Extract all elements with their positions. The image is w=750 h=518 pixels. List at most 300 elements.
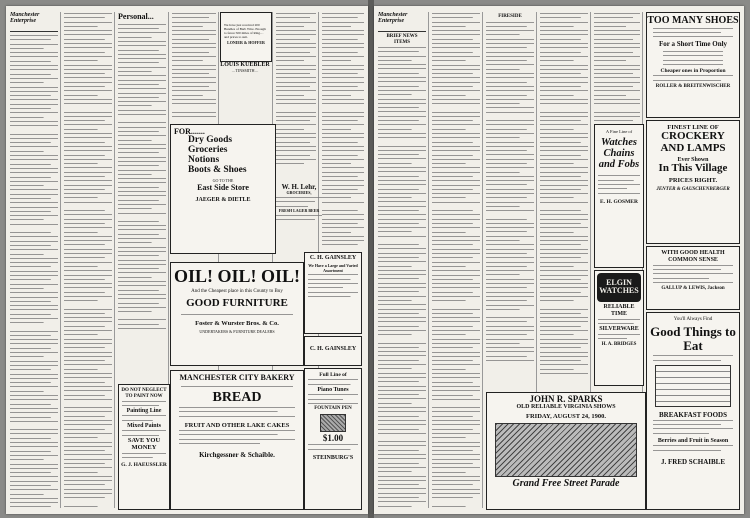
text-line bbox=[432, 25, 480, 28]
text-line bbox=[276, 46, 316, 49]
text-line bbox=[594, 111, 640, 114]
dry-goods-line-4: Boots & Shoes bbox=[188, 165, 247, 176]
text-line bbox=[64, 29, 112, 32]
text-line bbox=[432, 410, 480, 413]
text-line bbox=[540, 346, 588, 349]
text-line bbox=[540, 248, 588, 251]
text-line bbox=[322, 102, 364, 105]
text-line bbox=[10, 355, 58, 358]
text-line bbox=[594, 55, 640, 58]
text-line bbox=[10, 390, 58, 393]
text-line bbox=[432, 441, 480, 444]
text-line bbox=[432, 94, 480, 97]
text-line bbox=[432, 252, 480, 255]
text-line bbox=[322, 149, 364, 152]
gainsley-name-1: C. H. GAINSLEY bbox=[309, 255, 357, 261]
text-line bbox=[322, 38, 364, 41]
text-line bbox=[378, 179, 426, 182]
text-line bbox=[118, 164, 166, 167]
text-line bbox=[540, 222, 588, 225]
text-line bbox=[10, 403, 58, 406]
text-line bbox=[378, 218, 426, 221]
text-line bbox=[118, 194, 166, 197]
text-line bbox=[118, 74, 166, 77]
text-line bbox=[378, 346, 426, 349]
text-line bbox=[540, 209, 588, 212]
text-line bbox=[378, 235, 426, 238]
text-line bbox=[486, 123, 534, 126]
text-line bbox=[378, 286, 426, 289]
text-line bbox=[172, 72, 216, 75]
text-line bbox=[540, 42, 588, 45]
text-line bbox=[64, 239, 112, 242]
text-line bbox=[432, 166, 480, 169]
text-line bbox=[378, 46, 426, 49]
text-line bbox=[118, 173, 166, 176]
text-line bbox=[378, 192, 426, 195]
text-line bbox=[64, 458, 112, 461]
text-line bbox=[118, 181, 166, 184]
text-line bbox=[276, 38, 316, 41]
text-line bbox=[540, 111, 588, 114]
text-line bbox=[432, 243, 480, 246]
text-line bbox=[64, 213, 112, 216]
bakery-firm: Kirchgessner & Schaible. bbox=[199, 451, 275, 460]
text-line bbox=[378, 462, 426, 465]
text-line bbox=[118, 96, 166, 99]
dry-goods-line-2: Groceries bbox=[188, 145, 228, 156]
text-line bbox=[64, 389, 112, 392]
text-line bbox=[486, 248, 534, 251]
text-line bbox=[276, 123, 316, 126]
text-line bbox=[432, 128, 480, 131]
text-line bbox=[118, 53, 166, 56]
text-line bbox=[276, 21, 316, 24]
text-line bbox=[540, 115, 588, 118]
text-line bbox=[10, 317, 58, 320]
text-line bbox=[486, 209, 534, 212]
text-line bbox=[172, 59, 216, 62]
text-line bbox=[432, 355, 480, 358]
text-line bbox=[10, 296, 58, 299]
text-line bbox=[276, 85, 316, 88]
text-line bbox=[118, 92, 166, 95]
good-l3: Berries and Fruit in Season bbox=[657, 437, 729, 444]
bakery-ad bbox=[170, 370, 304, 510]
text-line bbox=[64, 231, 112, 234]
text-line bbox=[540, 308, 588, 311]
text-line bbox=[432, 111, 480, 114]
oil-ad bbox=[170, 262, 304, 366]
text-line bbox=[432, 406, 480, 409]
text-line bbox=[378, 350, 426, 353]
text-line bbox=[64, 222, 112, 225]
text-line bbox=[378, 393, 426, 396]
text-line bbox=[322, 76, 364, 79]
text-line bbox=[118, 237, 166, 240]
text-line bbox=[432, 145, 480, 148]
text-line bbox=[432, 351, 480, 354]
text-line bbox=[10, 55, 58, 58]
text-line bbox=[322, 85, 364, 88]
text-line bbox=[378, 247, 426, 250]
dry-goods-firm: JAEGER & DIETLE bbox=[195, 197, 251, 204]
shoes-firm: ROLLER & BREITENWISCHER bbox=[655, 83, 731, 89]
sparks-circus-ad bbox=[486, 392, 646, 510]
text-line bbox=[64, 192, 112, 195]
text-line bbox=[118, 57, 166, 60]
text-line bbox=[540, 188, 588, 191]
text-line bbox=[64, 89, 112, 92]
text-line bbox=[540, 201, 588, 204]
dry-goods-line-1: Dry Goods bbox=[188, 135, 233, 146]
text-line bbox=[10, 480, 58, 483]
text-line bbox=[540, 351, 588, 354]
text-line bbox=[10, 463, 58, 466]
text-line bbox=[378, 67, 426, 70]
text-line bbox=[10, 385, 58, 388]
kuebler-name-ad bbox=[220, 62, 270, 76]
text-line bbox=[378, 354, 426, 357]
text-line bbox=[118, 151, 166, 154]
right-col-4 bbox=[540, 12, 588, 394]
text-line bbox=[10, 428, 58, 431]
text-line bbox=[276, 72, 316, 75]
text-line bbox=[322, 42, 364, 45]
text-line bbox=[172, 46, 216, 49]
text-line bbox=[64, 419, 112, 422]
text-line bbox=[64, 209, 112, 212]
text-line bbox=[10, 497, 58, 500]
text-line bbox=[432, 265, 480, 268]
text-line bbox=[432, 179, 480, 182]
text-line bbox=[486, 119, 534, 122]
text-line bbox=[432, 85, 480, 88]
text-line bbox=[10, 43, 58, 46]
text-line bbox=[540, 51, 588, 54]
text-line bbox=[10, 360, 58, 363]
text-line bbox=[486, 196, 534, 199]
text-line bbox=[322, 29, 364, 32]
text-line bbox=[322, 46, 364, 49]
text-line bbox=[64, 445, 112, 448]
paint-firm: G. J. HAEUSSLER bbox=[121, 461, 167, 468]
text-line bbox=[378, 63, 426, 66]
lehr-name: W. H. Lehr, bbox=[281, 184, 317, 191]
text-line bbox=[432, 222, 480, 225]
text-line bbox=[172, 29, 216, 32]
text-line bbox=[118, 259, 166, 262]
text-line bbox=[322, 94, 364, 97]
text-line bbox=[540, 355, 588, 358]
text-line bbox=[432, 171, 480, 174]
text-line bbox=[172, 33, 216, 36]
text-line bbox=[594, 16, 640, 19]
text-line bbox=[432, 213, 480, 216]
text-line bbox=[486, 81, 534, 84]
text-line bbox=[540, 278, 588, 281]
text-line bbox=[64, 115, 112, 118]
text-line bbox=[10, 283, 58, 286]
text-line bbox=[10, 158, 58, 161]
elgin-l2: RELIABLE TIME bbox=[603, 303, 635, 317]
gainsley-body-1: We Have a Large and Varied Assortment bbox=[308, 262, 358, 273]
text-line bbox=[10, 64, 58, 67]
text-line bbox=[322, 111, 364, 114]
text-line bbox=[118, 83, 166, 86]
full-line-l2: Piano Tunes bbox=[317, 386, 349, 393]
text-line bbox=[276, 76, 316, 79]
text-line bbox=[432, 141, 480, 144]
text-line bbox=[378, 295, 426, 298]
text-line bbox=[378, 98, 426, 101]
text-line bbox=[486, 316, 534, 319]
text-line bbox=[64, 33, 112, 36]
left-col-1 bbox=[10, 12, 58, 508]
text-line bbox=[486, 132, 534, 135]
text-line bbox=[594, 46, 640, 49]
text-line bbox=[486, 265, 534, 268]
text-line bbox=[10, 231, 58, 234]
text-line bbox=[432, 394, 480, 397]
text-line bbox=[10, 116, 58, 119]
dry-goods-lead: FOR....... bbox=[174, 127, 205, 136]
text-line bbox=[10, 300, 58, 303]
text-line bbox=[10, 330, 58, 333]
text-line bbox=[486, 145, 534, 148]
text-line bbox=[486, 98, 534, 101]
text-line bbox=[594, 98, 640, 101]
text-line bbox=[432, 21, 480, 24]
text-line bbox=[64, 119, 112, 122]
text-line bbox=[432, 123, 480, 126]
text-line bbox=[276, 68, 316, 71]
text-line bbox=[432, 415, 480, 418]
text-line bbox=[432, 363, 480, 366]
text-line bbox=[486, 192, 534, 195]
text-line bbox=[276, 89, 316, 92]
text-line bbox=[486, 226, 534, 229]
text-line bbox=[432, 320, 480, 323]
text-line bbox=[118, 66, 166, 69]
text-line bbox=[378, 449, 426, 452]
text-line bbox=[432, 231, 480, 234]
text-line bbox=[378, 385, 426, 388]
text-line bbox=[378, 93, 426, 96]
text-line bbox=[10, 193, 58, 196]
text-line bbox=[432, 333, 480, 336]
text-line bbox=[10, 458, 58, 461]
text-line bbox=[486, 188, 534, 191]
text-line bbox=[486, 55, 534, 58]
right-page bbox=[374, 6, 744, 514]
text-line bbox=[432, 381, 480, 384]
text-line bbox=[64, 188, 112, 191]
text-line bbox=[64, 368, 112, 371]
text-line bbox=[64, 12, 112, 15]
text-line bbox=[432, 46, 480, 49]
text-line bbox=[432, 175, 480, 178]
text-line bbox=[64, 282, 112, 285]
text-line bbox=[432, 115, 480, 118]
text-line bbox=[118, 318, 166, 321]
text-line bbox=[10, 210, 58, 213]
text-line bbox=[486, 46, 534, 49]
text-line bbox=[64, 141, 112, 144]
circus-parade-illustration bbox=[495, 423, 637, 477]
text-line bbox=[594, 85, 640, 88]
text-line bbox=[276, 102, 316, 105]
full-line-l1: Full Line of bbox=[319, 372, 347, 378]
text-line bbox=[322, 123, 364, 126]
text-line bbox=[540, 102, 588, 105]
text-line bbox=[10, 270, 58, 273]
watches-ad bbox=[594, 124, 644, 268]
text-line bbox=[172, 55, 216, 58]
good-big: Good Things to Eat bbox=[650, 324, 736, 353]
text-line bbox=[10, 51, 58, 54]
text-line bbox=[322, 213, 364, 216]
text-line bbox=[322, 218, 364, 221]
text-line bbox=[486, 261, 534, 264]
text-line bbox=[118, 224, 166, 227]
text-line bbox=[322, 136, 364, 139]
text-line bbox=[432, 59, 480, 62]
text-line bbox=[276, 29, 316, 32]
shoes-big: TOO MANY SHOES bbox=[647, 15, 739, 26]
text-line bbox=[594, 64, 640, 67]
text-line bbox=[432, 132, 480, 135]
text-line bbox=[118, 220, 166, 223]
left-col-2 bbox=[64, 12, 112, 508]
text-line bbox=[118, 263, 166, 266]
text-line bbox=[10, 124, 58, 127]
text-line bbox=[378, 55, 426, 58]
text-line bbox=[172, 102, 216, 105]
text-line bbox=[322, 243, 364, 246]
text-line bbox=[10, 60, 58, 63]
text-line bbox=[378, 325, 426, 328]
elgin-big: ELGIN WATCHES bbox=[597, 273, 641, 302]
text-line bbox=[10, 253, 58, 256]
text-line bbox=[432, 316, 480, 319]
text-line bbox=[172, 12, 216, 15]
text-line bbox=[378, 132, 426, 135]
text-line bbox=[10, 411, 58, 414]
text-line bbox=[378, 170, 426, 173]
text-line bbox=[64, 243, 112, 246]
text-line bbox=[432, 453, 480, 456]
text-line bbox=[10, 308, 58, 311]
oil-product: GOOD FURNITURE bbox=[186, 296, 288, 309]
text-line bbox=[118, 156, 166, 159]
text-line bbox=[10, 133, 58, 136]
text-line bbox=[540, 89, 588, 92]
text-line bbox=[322, 145, 364, 148]
text-line bbox=[10, 291, 58, 294]
text-line bbox=[594, 72, 640, 75]
text-line bbox=[64, 325, 112, 328]
gainsley-ad-1 bbox=[304, 252, 362, 334]
text-line bbox=[540, 68, 588, 71]
text-line bbox=[378, 106, 426, 109]
text-line bbox=[432, 209, 480, 212]
text-line bbox=[172, 115, 216, 118]
text-line bbox=[10, 167, 58, 170]
text-line bbox=[486, 333, 534, 336]
text-line bbox=[64, 252, 112, 255]
text-line bbox=[432, 496, 480, 499]
text-line bbox=[378, 475, 426, 478]
full-line-price: $1.00 bbox=[322, 432, 344, 443]
text-line bbox=[64, 55, 112, 58]
text-line bbox=[540, 316, 588, 319]
text-line bbox=[432, 269, 480, 272]
text-line bbox=[594, 89, 640, 92]
text-line bbox=[432, 184, 480, 187]
text-line bbox=[276, 149, 316, 152]
text-line bbox=[10, 137, 58, 140]
text-line bbox=[64, 441, 112, 444]
text-line bbox=[64, 21, 112, 24]
text-line bbox=[322, 141, 364, 144]
text-line bbox=[64, 436, 112, 439]
text-line bbox=[432, 55, 480, 58]
text-line bbox=[540, 269, 588, 272]
text-line bbox=[540, 33, 588, 36]
text-line bbox=[378, 123, 426, 126]
text-line bbox=[118, 199, 166, 202]
text-line bbox=[432, 423, 480, 426]
text-line bbox=[432, 299, 480, 302]
text-line bbox=[118, 143, 166, 146]
left-page bbox=[6, 6, 368, 514]
text-line bbox=[172, 85, 216, 88]
text-line bbox=[64, 415, 112, 418]
text-line bbox=[540, 192, 588, 195]
text-line bbox=[432, 368, 480, 371]
text-line bbox=[276, 12, 316, 15]
text-line bbox=[486, 308, 534, 311]
text-line bbox=[64, 59, 112, 62]
text-line bbox=[378, 410, 426, 413]
text-line bbox=[540, 261, 588, 264]
elgin-l3: SILVERWARE bbox=[599, 326, 639, 333]
text-line bbox=[432, 102, 480, 105]
text-line bbox=[378, 277, 426, 280]
text-line bbox=[64, 410, 112, 413]
text-line bbox=[10, 107, 58, 110]
text-line bbox=[486, 85, 534, 88]
text-line bbox=[540, 299, 588, 302]
text-line bbox=[64, 76, 112, 79]
text-line bbox=[64, 488, 112, 491]
text-line bbox=[378, 397, 426, 400]
text-line bbox=[540, 123, 588, 126]
text-line bbox=[540, 85, 588, 88]
text-line bbox=[64, 149, 112, 152]
kuebler-sub: …TINSMITH… bbox=[231, 67, 259, 73]
text-line bbox=[594, 59, 640, 62]
text-line bbox=[10, 501, 58, 504]
text-line bbox=[10, 304, 58, 307]
text-line bbox=[118, 203, 166, 206]
text-line bbox=[64, 299, 112, 302]
text-line bbox=[118, 207, 166, 210]
text-line bbox=[594, 76, 640, 79]
text-line bbox=[432, 64, 480, 67]
text-line bbox=[486, 205, 534, 208]
